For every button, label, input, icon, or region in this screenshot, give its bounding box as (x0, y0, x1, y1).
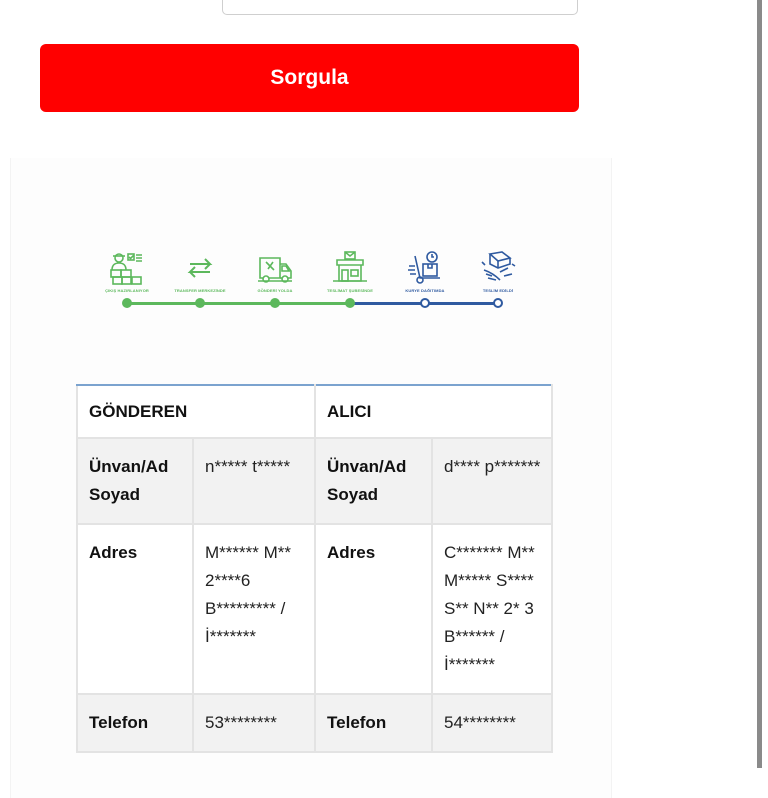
step-cikis-hazirlaniyor (92, 250, 162, 293)
hand-truck-icon (405, 250, 445, 286)
step-gonderi-yolda (240, 250, 310, 293)
sender-phone-value: 53******** (193, 694, 315, 752)
shipment-progress-tracker (100, 250, 530, 312)
sender-receiver-table (76, 384, 553, 753)
sender-address-value: M****** M** 2****6 B********* / İ******* (193, 524, 315, 694)
step-kurye-dagitimda (390, 250, 460, 293)
progress-line-done (127, 302, 350, 305)
scrollbar[interactable] (757, 0, 762, 768)
receiver-header: ALICI (315, 385, 552, 438)
table-row-name (77, 438, 552, 524)
step-dot-pending (420, 298, 430, 308)
delivered-box-icon (478, 250, 518, 286)
branch-store-icon (330, 250, 370, 286)
package-worker-icon (107, 250, 147, 286)
sender-name-label: Ünvan/Ad Soyad (77, 438, 193, 524)
step-dot-done (345, 298, 355, 308)
step-label: TRANSFER MERKEZİNDE (174, 288, 226, 293)
step-dot-pending (493, 298, 503, 308)
receiver-address-label: Adres (315, 524, 432, 694)
step-dot-done (270, 298, 280, 308)
step-label: ÇIKIŞ HAZIRLANIYOR (105, 288, 149, 293)
receiver-phone-label: Telefon (315, 694, 432, 752)
sender-phone-label: Telefon (77, 694, 193, 752)
receiver-phone-value: 54******** (432, 694, 552, 752)
step-teslim-edildi (463, 250, 533, 293)
receiver-name-value: d**** p******* (432, 438, 552, 524)
query-button[interactable]: Sorgula (40, 44, 579, 112)
step-transfer-merkezinde (165, 250, 235, 293)
step-dot-done (122, 298, 132, 308)
receiver-name-label: Ünvan/Ad Soyad (315, 438, 432, 524)
step-label: TESLİM EDİLDİ (482, 288, 514, 293)
step-label: TESLİMAT ŞUBESİNDE (327, 288, 373, 293)
receiver-address-value: C******* M** M***** S**** S** N** 2* 3 B****** / İ******* (432, 524, 552, 694)
tracking-number-input[interactable] (222, 0, 578, 15)
table-header-row (77, 385, 552, 438)
step-label: GÖNDERİ YOLDA (257, 288, 293, 293)
step-label: KURYE DAĞITIMDA (405, 288, 445, 293)
step-teslimat-subesinde (315, 250, 385, 293)
sender-address-label: Adres (77, 524, 193, 694)
table-row-address (77, 524, 552, 694)
step-dot-done (195, 298, 205, 308)
table-row-phone (77, 694, 552, 752)
delivery-truck-icon (255, 250, 295, 286)
transfer-arrows-icon (180, 250, 220, 286)
sender-header: GÖNDEREN (77, 385, 315, 438)
sender-name-value: n***** t***** (193, 438, 315, 524)
